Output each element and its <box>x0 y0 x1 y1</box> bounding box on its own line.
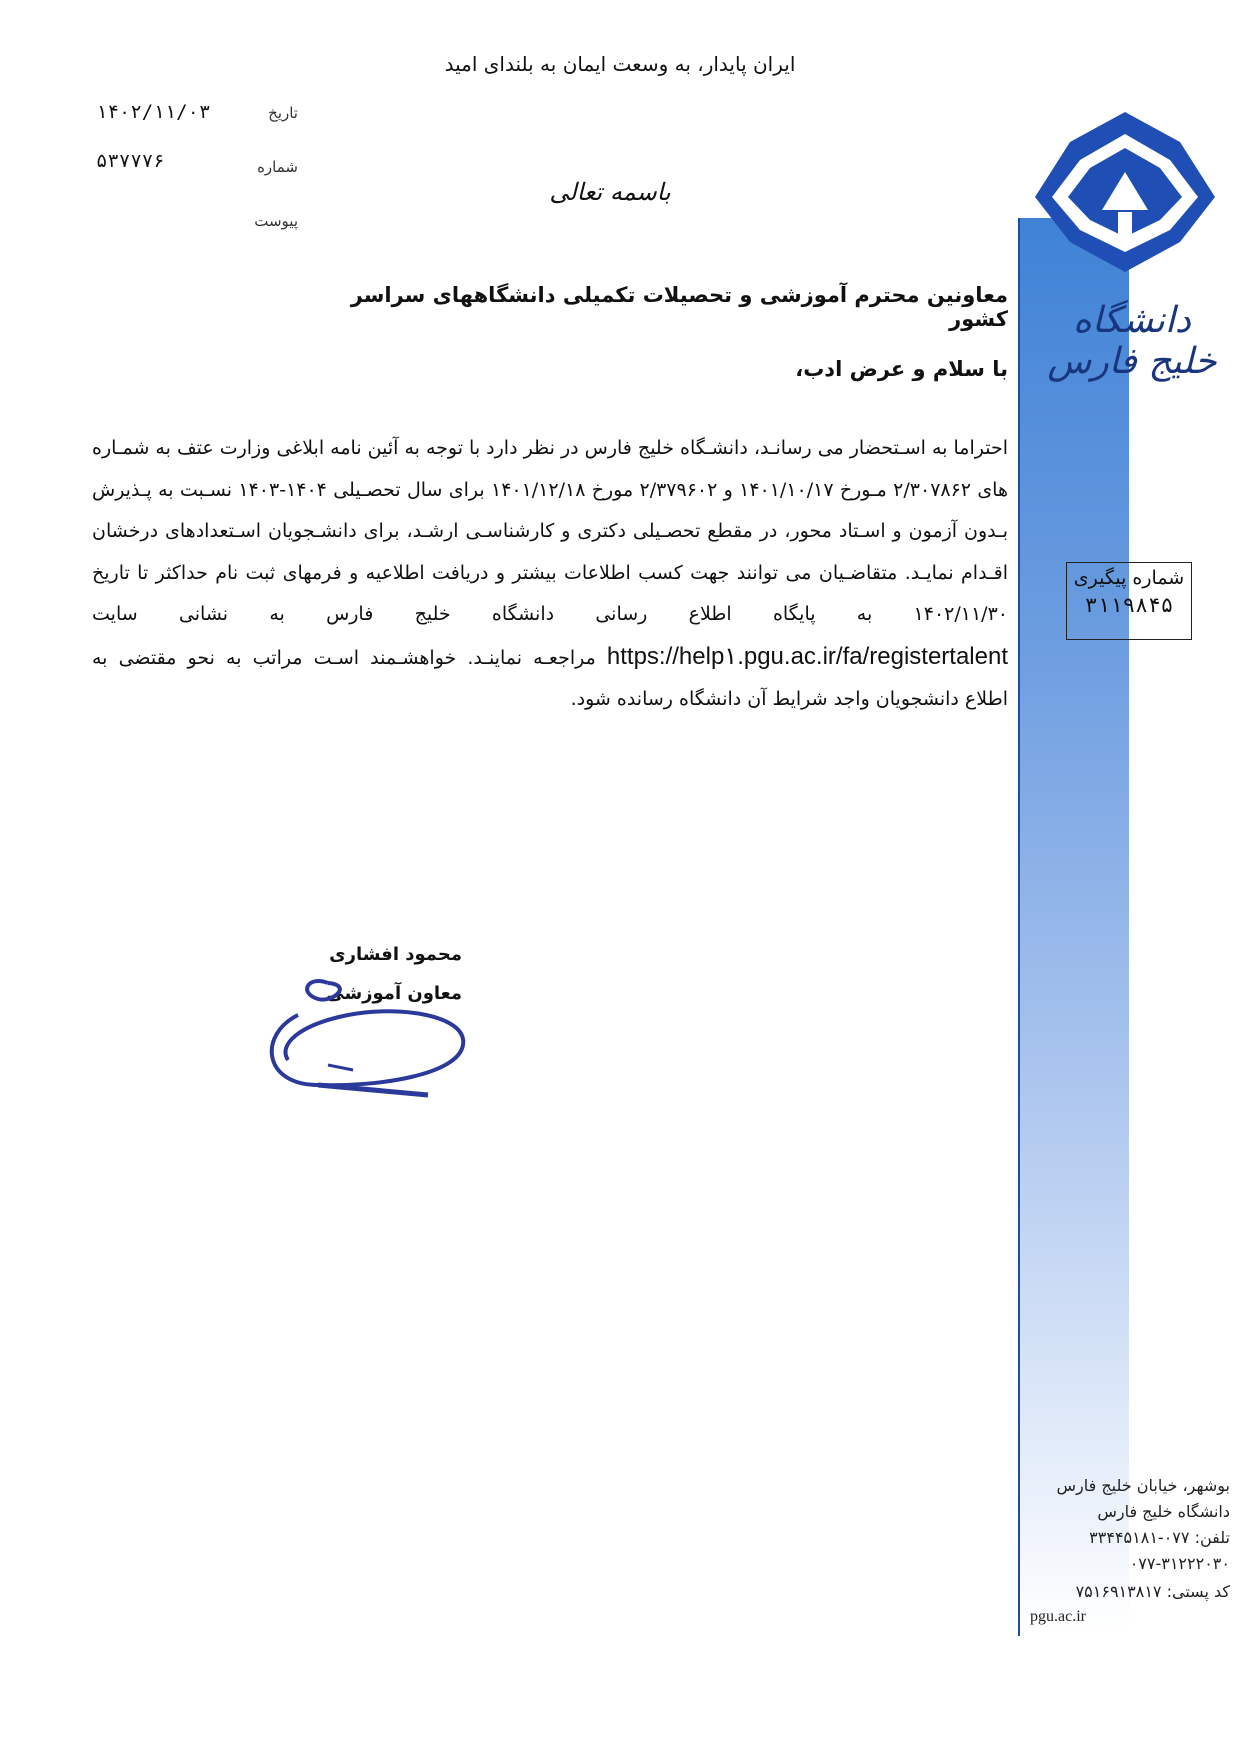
attachment-label: پیوست <box>254 212 298 230</box>
postal-code: ۷۵۱۶۹۱۳۸۱۷ <box>1075 1582 1162 1601</box>
university-name-logo-text: دانشگاه خلیج فارس <box>1047 300 1217 382</box>
date-value: ۱۴۰۲/۱۱/۰۳ <box>96 101 211 123</box>
side-divider-line <box>1018 218 1020 1636</box>
letter-body-part1: احتراما به اسـتحضار می رسانـد، دانشـگاه خلیج فارس در نظر دارد با توجه به آئین نامه ابلاغی وزارت عتف به شمـاره های ۲/۳۰۷۸۶۲ مـورخ ۱۴۰۱/۱۰/۱۷ و ۲/۳۷۹۶۰۲ مورخ ۱۴۰۱/۱۲/۱۸ برای سال تحصـیلی ۱۴۰۴-۱۴۰۳ نسـبت به پـذیرش بـدون آزمون و اسـتاد محور، در مقطع تحصـیلی دکتری و کارشناسـی ارشـد، برای دانشـجویان اسـتعدادهای درخشان اقـدام نمایـد. متقاضـیان می توانند جهت کسب اطلاعات بیشتر و دریافت اطلاعیه و فرمهای ثبت نام حداکثر تا تاریخ ۱۴۰۲/۱۱/۳۰ به پایگاه اطلاع رسانی دانشگاه خلیج فارس به نشانی سایت <box>92 437 1008 625</box>
phone-row-1 <box>1030 1528 1230 1547</box>
signer-name: محمود افشاری <box>329 944 462 965</box>
handwritten-signature-icon <box>258 975 478 1105</box>
letter-greeting: با سلام و عرض ادب، <box>795 357 1008 381</box>
letter-motto: ایران پایدار، به وسعت ایمان به بلندای امید <box>444 52 796 76</box>
letter-body <box>92 428 1008 721</box>
address-line2: دانشگاه خلیج فارس <box>1097 1502 1230 1521</box>
phone-label: تلفن: <box>1194 1528 1230 1547</box>
phone-number-1: ۰۷۷-۳۳۴۴۵۱۸۱ <box>1089 1528 1190 1547</box>
tracking-label: شماره پیگیری <box>1073 567 1185 589</box>
number-label: شماره <box>257 158 298 176</box>
registration-url-link[interactable]: https://help۱.pgu.ac.ir/fa/registertalent <box>606 642 1008 670</box>
tracking-box <box>1066 562 1192 640</box>
university-logo-icon <box>1030 112 1220 287</box>
date-label: تاریخ <box>268 104 298 122</box>
address-line1: بوشهر، خیابان خلیج فارس <box>1056 1476 1230 1495</box>
number-value: ۵۳۷۷۷۶ <box>96 150 165 172</box>
postal-label: کد پستی: <box>1166 1582 1230 1601</box>
letter-body-part2: مراجعـه نماینـد. خواهشـمند اسـت مراتب به نحو مقتضی به اطلاع دانشجویان واجد شرایط آن دانشگاه رسانده شود. <box>92 646 1008 710</box>
website-link[interactable]: pgu.ac.ir <box>1030 1608 1086 1625</box>
side-decorative-strip <box>1019 218 1129 1634</box>
phone-number-2: ۰۷۷-۳۱۲۲۲۰۳۰ <box>1129 1554 1230 1573</box>
tracking-number: ۳۱۱۹۸۴۵ <box>1084 593 1174 617</box>
postal-row <box>1030 1582 1230 1601</box>
signer-title: معاون آموزشی <box>326 983 462 1004</box>
bismillah-heading: باسمه تعالی <box>549 178 671 206</box>
letter-recipient: معاونین محترم آموزشی و تحصیلات تکمیلی دانشگاههای سراسر کشور <box>350 283 1008 331</box>
